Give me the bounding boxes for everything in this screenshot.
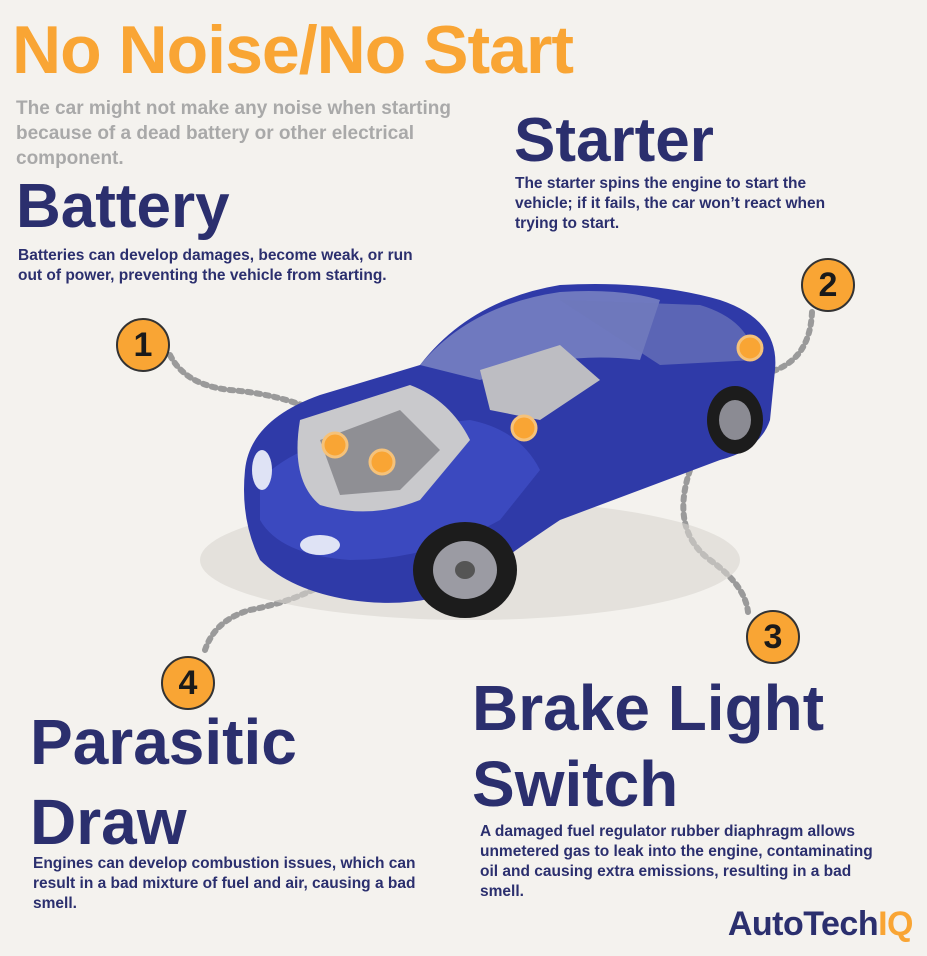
logo-text-iq: IQ bbox=[878, 905, 913, 943]
page-subtitle: The car might not make any noise when starting because of a dead battery or other electrical component. bbox=[16, 98, 451, 169]
front-wheel bbox=[413, 522, 517, 618]
battery-heading: Battery bbox=[16, 172, 230, 241]
page-title: No Noise/No Start bbox=[12, 12, 574, 88]
number-badge-3: 3 bbox=[746, 610, 800, 664]
parasitic-draw-heading bbox=[30, 702, 297, 862]
marker-engine bbox=[370, 450, 394, 474]
marker-battery bbox=[323, 433, 347, 457]
number-badge-2: 2 bbox=[801, 258, 855, 312]
marker-brake-light bbox=[738, 336, 762, 360]
brake-light-switch-heading bbox=[472, 670, 824, 822]
starter-heading: Starter bbox=[514, 106, 714, 175]
parasitic-heading-line1: Parasitic bbox=[30, 706, 297, 778]
number-badge-1: 1 bbox=[116, 318, 170, 372]
brake-light-switch-description: A damaged fuel regulator rubber diaphragm allows unmetered gas to leak into the engine, contaminating oil and causing extra emissions, resulting in a bad smell. bbox=[480, 823, 873, 900]
brake-light-heading-line1: Brake Light bbox=[472, 672, 825, 744]
logo-text-autotech: AutoTech bbox=[727, 905, 879, 943]
parasitic-draw-description: Engines can develop combustion issues, which can result in a bad mixture of fuel and air, causing a bad smell. bbox=[33, 855, 416, 912]
number-badge-4: 4 bbox=[161, 656, 215, 710]
autotechiq-logo bbox=[728, 905, 913, 944]
brake-light-heading-line2: Switch bbox=[472, 748, 679, 820]
starter-description: The starter spins the engine to start the vehicle; if it fails, the car won’t react when trying to start. bbox=[515, 175, 826, 232]
rear-wheel bbox=[707, 386, 763, 454]
parasitic-heading-line2: Draw bbox=[30, 786, 187, 858]
marker-starter bbox=[512, 416, 536, 440]
battery-description: Batteries can develop damages, become weak, or run out of power, preventing the vehicle from starting. bbox=[18, 247, 413, 284]
